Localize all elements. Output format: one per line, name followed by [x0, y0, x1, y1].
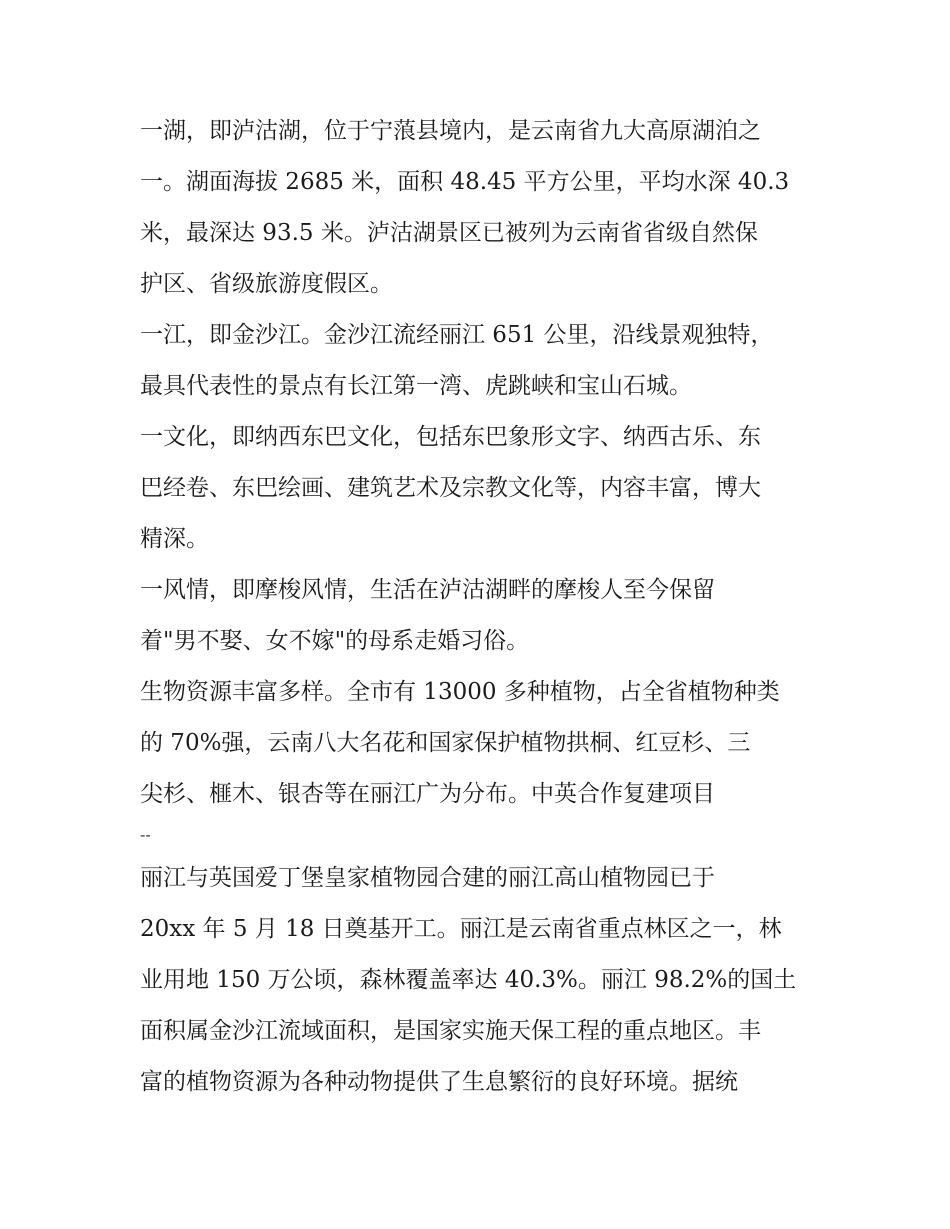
text-line: 业用地 150 万公顷，森林覆盖率达 40.3%。丽江 98.2%的国土 [140, 967, 797, 993]
text-line: 生物资源丰富多样。全市有 13000 多种植物，占全省植物种类 [140, 679, 780, 705]
paragraph-botanical-garden [140, 853, 820, 1108]
paragraph-mosuo-customs [140, 565, 820, 667]
text-line: 面积属金沙江流域面积，是国家实施天保工程的重点地区。丰 [140, 1018, 761, 1044]
text-line: 着"男不娶、女不嫁"的母系走婚习俗。 [140, 628, 530, 654]
paragraph-lugu-lake [140, 106, 820, 310]
text-line: 护区、省级旅游度假区。 [140, 271, 393, 297]
text-line: 最具代表性的景点有长江第一湾、虎跳峡和宝山石城。 [140, 373, 692, 399]
paragraph-biological-resources [140, 667, 820, 820]
text-line: 精深。 [140, 526, 209, 552]
text-line: 米，最深达 93.5 米。泸沽湖景区已被列为云南省省级自然保 [140, 220, 758, 246]
paragraph-dongba-culture [140, 412, 820, 565]
paragraph-jinsha-river [140, 310, 820, 412]
text-line: 20xx 年 5 月 18 日奠基开工。丽江是云南省重点林区之一，林 [140, 916, 782, 942]
text-line: 一湖，即泸沽湖，位于宁蒗县境内，是云南省九大高原湖泊之 [140, 118, 761, 144]
document-body [140, 106, 820, 1108]
text-line: 的 70%强，云南八大名花和国家保护植物拱桐、红豆杉、三 [140, 730, 751, 756]
text-line: 一文化，即纳西东巴文化，包括东巴象形文字、纳西古乐、东 [140, 424, 761, 450]
text-line: 尖杉、榧木、银杏等在丽江广为分布。中英合作复建项目 [140, 781, 715, 807]
text-line: 一。湖面海拔 2685 米，面积 48.45 平方公里，平均水深 40.3 [140, 169, 790, 195]
text-line: 丽江与英国爱丁堡皇家植物园合建的丽江高山植物园已于 [140, 865, 715, 891]
text-line: 巴经卷、东巴绘画、建筑艺术及宗教文化等，内容丰富，博大 [140, 475, 761, 501]
text-line: 富的植物资源为各种动物提供了生息繁衍的良好环境。据统 [140, 1069, 738, 1095]
text-line: 一风情，即摩梭风情，生活在泸沽湖畔的摩梭人至今保留 [140, 577, 715, 603]
page-separator: -- [140, 825, 151, 844]
text-line: 一江，即金沙江。金沙江流经丽江 651 公里，沿线景观独特， [140, 322, 774, 348]
